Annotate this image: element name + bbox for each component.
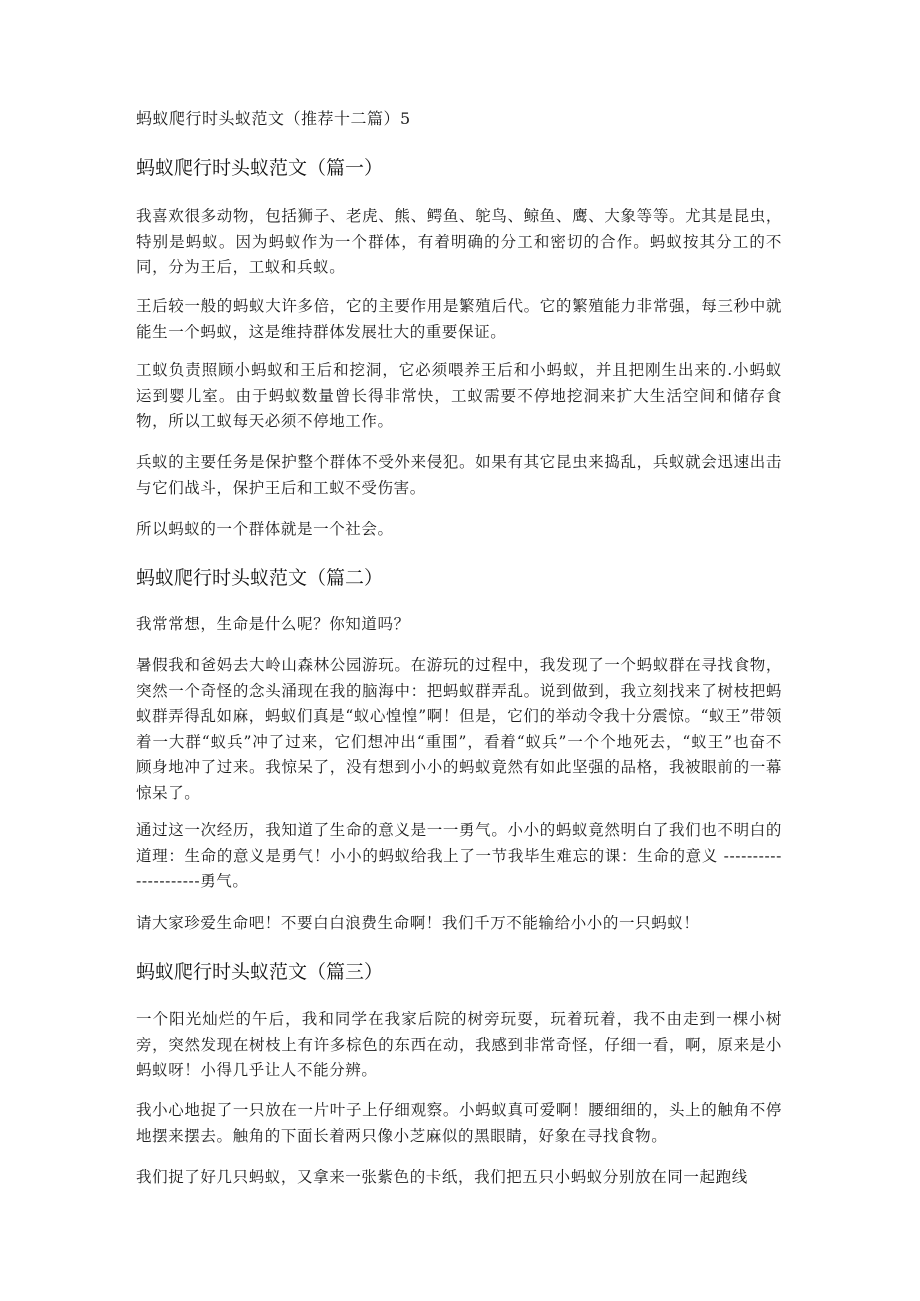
section-heading-1: 蚂蚁爬行时头蚁范文（篇一） [136, 157, 384, 179]
paragraph: 王后较一般的蚂蚁大许多倍，它的主要作用是繁殖后代。它的繁殖能力非常强，每三秒中就能生一个蚂蚁，这是维持群体发展壮大的重要保证。 [136, 297, 782, 341]
paragraph: 暑假我和爸妈去大岭山森林公园游玩。在游玩的过程中，我发现了一个蚂蚁群在寻找食物，突然一个奇怪的念头涌现在我的脑海中：把蚂蚁群弄乱。说到做到，我立刻找来了树枝把蚂蚁群弄得乱如麻，蚂蚁们真是“蚁心惶惶”啊！但是，它们的举动令我十分震惊。“蚁王”带领着一大群“蚁兵”冲了过来，它们想冲出“重围”，看着“蚁兵”一个个地死去，“蚁王”也奋不顾身地冲了过来。我惊呆了，没有想到小小的蚂蚁竟然有如此坚强的品格，我被眼前的一幕惊呆了。 [136, 656, 782, 802]
paragraph: 我们捉了好几只蚂蚁，又拿来一张紫色的卡纸，我们把五只小蚂蚁分别放在同一起跑线 [136, 1168, 748, 1186]
paragraph: 兵蚁的主要任务是保护整个群体不受外来侵犯。如果有其它昆虫来捣乱，兵蚁就会迅速出击与它们战斗，保护王后和工蚁不受伤害。 [136, 453, 782, 497]
section-heading-3: 蚂蚁爬行时头蚁范文（篇三） [136, 961, 384, 983]
document-title: 蚂蚁爬行时头蚁范文（推荐十二篇）5 [136, 109, 411, 128]
paragraph: 工蚁负责照顾小蚂蚁和王后和挖洞，它必须喂养王后和小蚂蚁，并且把刚生出来的.小蚂蚁运到婴儿室。由于蚂蚁数量曾长得非常快，工蚁需要不停地挖洞来扩大生活空间和储存食物，所以工蚁每天必须不停地工作。 [136, 361, 782, 430]
paragraph: 请大家珍爱生命吧！不要白白浪费生命啊！我们千万不能输给小小的一只蚂蚁！ [136, 914, 700, 932]
paragraph: 所以蚂蚁的一个群体就是一个社会。 [136, 520, 394, 538]
paragraph: 我常常想，生命是什么呢？你知道吗？ [136, 615, 410, 633]
paragraph: 通过这一次经历，我知道了生命的意义是一一勇气。小小的蚂蚁竟然明白了我们也不明白的道理：生命的意义是勇气！小小的蚂蚁给我上了一节我毕生难忘的课：生命的意义 ---------------------勇气。 [136, 821, 782, 890]
paragraph: 我喜欢很多动物，包括狮子、老虎、熊、鳄鱼、鸵鸟、鲸鱼、鹰、大象等等。尤其是昆虫，特别是蚂蚁。因为蚂蚁作为一个群体，有着明确的分工和密切的合作。蚂蚁按其分工的不同，分为王后，工蚁和兵蚁。 [136, 207, 782, 276]
paragraph: 我小心地捉了一只放在一片叶子上仔细观察。小蚂蚁真可爱啊！腰细细的，头上的触角不停地摆来摆去。触角的下面长着两只像小芝麻似的黑眼睛，好象在寻找食物。 [136, 1101, 782, 1145]
paragraph: 一个阳光灿烂的午后，我和同学在我家后院的树旁玩耍，玩着玩着，我不由走到一棵小树旁，突然发现在树枝上有许多棕色的东西在动，我感到非常奇怪，仔细一看，啊，原来是小蚂蚁呀！小得几乎让人不能分辨。 [136, 1010, 782, 1079]
section-heading-2: 蚂蚁爬行时头蚁范文（篇二） [136, 567, 384, 589]
